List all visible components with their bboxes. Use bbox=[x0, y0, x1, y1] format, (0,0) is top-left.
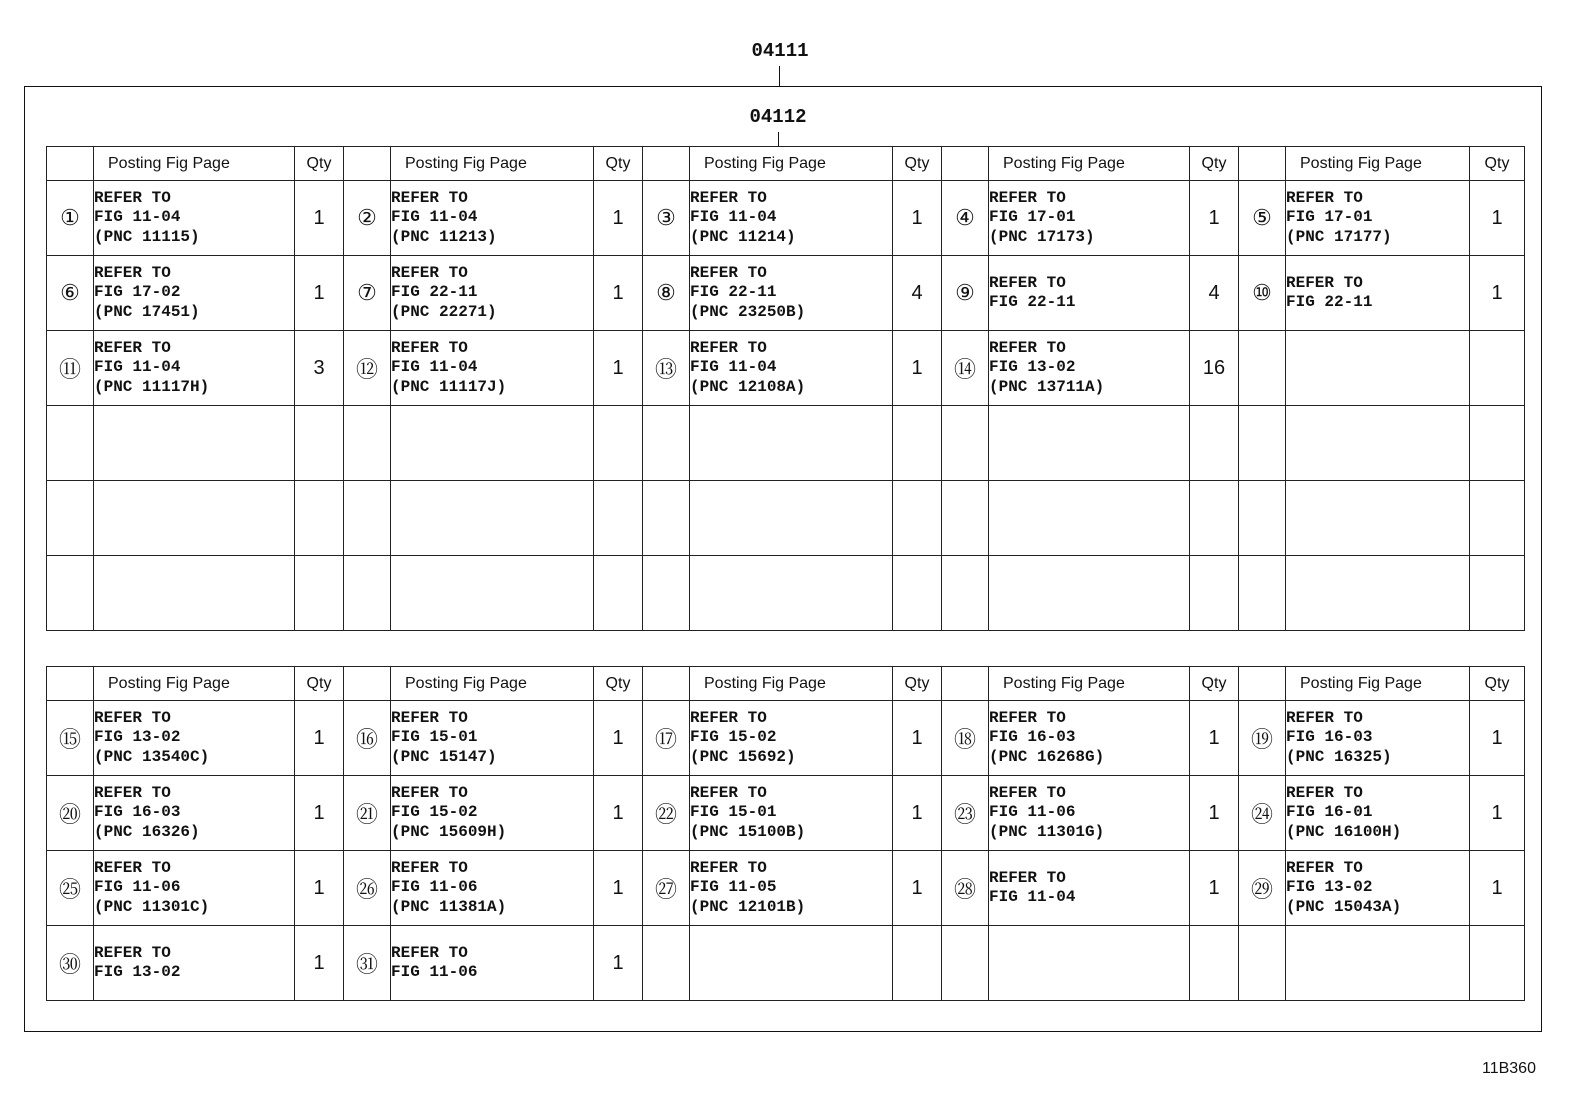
reference-line: REFER TO bbox=[391, 188, 468, 207]
reference-line: FIG 11-06 bbox=[391, 878, 478, 897]
header-qty: Qty bbox=[1470, 147, 1525, 181]
item-number: ⑩ bbox=[1239, 256, 1286, 331]
quantity bbox=[1190, 406, 1239, 481]
reference-line: (PNC 11117J) bbox=[391, 377, 507, 396]
item-number: ① bbox=[47, 181, 94, 256]
reference-line: REFER TO bbox=[94, 338, 171, 357]
table-row bbox=[47, 181, 1525, 256]
quantity bbox=[1470, 556, 1525, 631]
posting-fig-reference bbox=[94, 851, 295, 926]
reference-line: REFER TO bbox=[1286, 858, 1363, 877]
reference-line: (PNC 16326) bbox=[94, 822, 200, 841]
quantity: 4 bbox=[893, 256, 942, 331]
quantity: 1 bbox=[1470, 776, 1525, 851]
header-posting-fig-page: Posting Fig Page bbox=[94, 667, 295, 701]
posting-fig-reference bbox=[94, 776, 295, 851]
posting-fig-reference bbox=[690, 556, 893, 631]
reference-line: REFER TO bbox=[391, 858, 468, 877]
item-number bbox=[942, 481, 989, 556]
reference-line: REFER TO bbox=[989, 783, 1066, 802]
item-number bbox=[47, 481, 94, 556]
posting-fig-reference bbox=[94, 181, 295, 256]
item-number: ⑲ bbox=[1239, 701, 1286, 776]
reference-line: REFER TO bbox=[391, 943, 468, 962]
reference-line: FIG 11-04 bbox=[690, 358, 777, 377]
item-number bbox=[344, 406, 391, 481]
reference-line: REFER TO bbox=[989, 708, 1066, 727]
posting-fig-reference bbox=[391, 406, 594, 481]
item-number: ㉖ bbox=[344, 851, 391, 926]
header-number-cell bbox=[47, 667, 94, 701]
item-number: ② bbox=[344, 181, 391, 256]
reference-line: FIG 15-01 bbox=[391, 728, 478, 747]
quantity bbox=[594, 406, 643, 481]
posting-fig-reference bbox=[94, 256, 295, 331]
reference-line: REFER TO bbox=[989, 273, 1066, 292]
reference-line: FIG 16-03 bbox=[989, 728, 1076, 747]
header-qty: Qty bbox=[594, 667, 643, 701]
quantity: 1 bbox=[295, 256, 344, 331]
item-number bbox=[1239, 481, 1286, 556]
posting-fig-reference bbox=[690, 256, 893, 331]
posting-fig-reference bbox=[391, 851, 594, 926]
posting-fig-reference bbox=[1286, 406, 1470, 481]
reference-line: REFER TO bbox=[391, 263, 468, 282]
header-number-cell bbox=[942, 667, 989, 701]
header-posting-fig-page: Posting Fig Page bbox=[690, 147, 893, 181]
quantity: 1 bbox=[1470, 851, 1525, 926]
quantity: 1 bbox=[1190, 776, 1239, 851]
item-number bbox=[47, 406, 94, 481]
posting-fig-reference bbox=[94, 556, 295, 631]
quantity bbox=[594, 556, 643, 631]
quantity bbox=[1470, 406, 1525, 481]
item-number: ㉗ bbox=[643, 851, 690, 926]
reference-line: FIG 13-02 bbox=[94, 728, 181, 747]
parts-reference-table-top bbox=[46, 146, 1525, 631]
quantity bbox=[1470, 481, 1525, 556]
reference-line: (PNC 13540C) bbox=[94, 747, 210, 766]
quantity: 1 bbox=[594, 701, 643, 776]
reference-line: REFER TO bbox=[690, 263, 767, 282]
reference-line: FIG 22-11 bbox=[1286, 293, 1373, 311]
reference-line: (PNC 23250B) bbox=[690, 302, 806, 321]
item-number bbox=[643, 926, 690, 1001]
item-number: ⑫ bbox=[344, 331, 391, 406]
reference-line: FIG 13-02 bbox=[94, 963, 181, 981]
quantity bbox=[295, 556, 344, 631]
posting-fig-reference bbox=[94, 406, 295, 481]
reference-line: FIG 11-04 bbox=[391, 358, 478, 377]
posting-fig-reference bbox=[989, 851, 1190, 926]
header-qty: Qty bbox=[1470, 667, 1525, 701]
posting-fig-reference bbox=[1286, 851, 1470, 926]
reference-line: FIG 15-01 bbox=[690, 803, 777, 822]
posting-fig-reference bbox=[690, 406, 893, 481]
item-number: ㉔ bbox=[1239, 776, 1286, 851]
quantity bbox=[295, 481, 344, 556]
header-qty: Qty bbox=[893, 147, 942, 181]
item-number: ③ bbox=[643, 181, 690, 256]
item-number bbox=[344, 556, 391, 631]
reference-line: (PNC 16100H) bbox=[1286, 822, 1402, 841]
reference-line: FIG 22-11 bbox=[989, 293, 1076, 311]
reference-line: REFER TO bbox=[1286, 708, 1363, 727]
posting-fig-reference bbox=[690, 926, 893, 1001]
posting-fig-reference bbox=[1286, 481, 1470, 556]
reference-line: FIG 11-04 bbox=[989, 888, 1076, 906]
quantity: 1 bbox=[594, 181, 643, 256]
posting-fig-reference bbox=[391, 701, 594, 776]
reference-line: FIG 15-02 bbox=[690, 728, 777, 747]
reference-line: FIG 17-01 bbox=[989, 208, 1076, 227]
header-number-cell bbox=[1239, 667, 1286, 701]
posting-fig-reference bbox=[989, 556, 1190, 631]
reference-line: REFER TO bbox=[690, 708, 767, 727]
quantity: 1 bbox=[1190, 181, 1239, 256]
item-number: ⑭ bbox=[942, 331, 989, 406]
posting-fig-reference bbox=[989, 776, 1190, 851]
quantity: 16 bbox=[1190, 331, 1239, 406]
posting-fig-reference bbox=[690, 701, 893, 776]
reference-line: (PNC 11117H) bbox=[94, 377, 210, 396]
posting-fig-reference bbox=[989, 926, 1190, 1001]
quantity bbox=[295, 406, 344, 481]
header-posting-fig-page: Posting Fig Page bbox=[94, 147, 295, 181]
item-number: ⑪ bbox=[47, 331, 94, 406]
figure-id: 11B360 bbox=[1482, 1060, 1536, 1077]
posting-fig-reference bbox=[989, 701, 1190, 776]
item-number: ⑧ bbox=[643, 256, 690, 331]
reference-line: REFER TO bbox=[94, 858, 171, 877]
item-number: ⑱ bbox=[942, 701, 989, 776]
quantity: 1 bbox=[295, 181, 344, 256]
quantity: 1 bbox=[893, 776, 942, 851]
assembly-code-outer: 04111 bbox=[751, 40, 809, 62]
posting-fig-reference bbox=[94, 481, 295, 556]
posting-fig-reference bbox=[1286, 926, 1470, 1001]
reference-line: REFER TO bbox=[94, 188, 171, 207]
reference-line: FIG 16-01 bbox=[1286, 803, 1373, 822]
reference-line: (PNC 15692) bbox=[690, 747, 796, 766]
item-number: ㉕ bbox=[47, 851, 94, 926]
reference-line: (PNC 12101B) bbox=[690, 897, 806, 916]
item-number bbox=[942, 926, 989, 1001]
item-number: ④ bbox=[942, 181, 989, 256]
header-qty: Qty bbox=[295, 667, 344, 701]
table-row bbox=[47, 926, 1525, 1001]
item-number bbox=[942, 556, 989, 631]
quantity bbox=[893, 556, 942, 631]
reference-line: (PNC 11301C) bbox=[94, 897, 210, 916]
reference-line: REFER TO bbox=[391, 708, 468, 727]
item-number: ㉑ bbox=[344, 776, 391, 851]
item-number: ⑬ bbox=[643, 331, 690, 406]
reference-line: FIG 11-04 bbox=[391, 208, 478, 227]
table-row bbox=[47, 851, 1525, 926]
reference-line: (PNC 16268G) bbox=[989, 747, 1105, 766]
item-number: ㉓ bbox=[942, 776, 989, 851]
reference-line: (PNC 15609H) bbox=[391, 822, 507, 841]
reference-line: (PNC 13711A) bbox=[989, 377, 1105, 396]
header-posting-fig-page: Posting Fig Page bbox=[391, 667, 594, 701]
header-qty: Qty bbox=[893, 667, 942, 701]
quantity: 1 bbox=[1190, 701, 1239, 776]
item-number: ㉛ bbox=[344, 926, 391, 1001]
item-number: ⑯ bbox=[344, 701, 391, 776]
reference-line: (PNC 11115) bbox=[94, 227, 200, 246]
reference-line: FIG 13-02 bbox=[1286, 878, 1373, 897]
posting-fig-reference bbox=[94, 701, 295, 776]
reference-line: FIG 13-02 bbox=[989, 358, 1076, 377]
quantity: 1 bbox=[893, 701, 942, 776]
posting-fig-reference bbox=[690, 481, 893, 556]
item-number bbox=[942, 406, 989, 481]
reference-line: (PNC 17451) bbox=[94, 302, 200, 321]
posting-fig-reference bbox=[391, 556, 594, 631]
item-number: ⑰ bbox=[643, 701, 690, 776]
item-number: ㉒ bbox=[643, 776, 690, 851]
parts-reference-table-bottom bbox=[46, 666, 1525, 1001]
posting-fig-reference bbox=[391, 481, 594, 556]
posting-fig-reference bbox=[690, 331, 893, 406]
posting-fig-reference bbox=[1286, 556, 1470, 631]
posting-fig-reference bbox=[1286, 776, 1470, 851]
reference-line: FIG 11-06 bbox=[391, 963, 478, 981]
reference-line: FIG 16-03 bbox=[1286, 728, 1373, 747]
table-row bbox=[47, 556, 1525, 631]
header-posting-fig-page: Posting Fig Page bbox=[391, 147, 594, 181]
reference-line: FIG 11-04 bbox=[94, 208, 181, 227]
reference-line: REFER TO bbox=[1286, 188, 1363, 207]
reference-line: REFER TO bbox=[94, 263, 171, 282]
table-header-row bbox=[47, 147, 1525, 181]
header-posting-fig-page: Posting Fig Page bbox=[690, 667, 893, 701]
reference-line: REFER TO bbox=[989, 338, 1066, 357]
posting-fig-reference bbox=[989, 481, 1190, 556]
reference-line: FIG 22-11 bbox=[391, 283, 478, 302]
reference-line: FIG 11-06 bbox=[94, 878, 181, 897]
quantity: 1 bbox=[295, 926, 344, 1001]
reference-line: (PNC 11214) bbox=[690, 227, 796, 246]
quantity bbox=[893, 406, 942, 481]
posting-fig-reference bbox=[391, 776, 594, 851]
header-number-cell bbox=[344, 147, 391, 181]
item-number bbox=[1239, 406, 1286, 481]
reference-line: (PNC 15100B) bbox=[690, 822, 806, 841]
posting-fig-reference bbox=[690, 776, 893, 851]
item-number: ⑨ bbox=[942, 256, 989, 331]
posting-fig-reference bbox=[391, 926, 594, 1001]
quantity: 1 bbox=[594, 776, 643, 851]
posting-fig-reference bbox=[391, 256, 594, 331]
reference-line: FIG 11-04 bbox=[94, 358, 181, 377]
quantity bbox=[1190, 481, 1239, 556]
header-number-cell bbox=[942, 147, 989, 181]
item-number bbox=[1239, 926, 1286, 1001]
posting-fig-reference bbox=[1286, 331, 1470, 406]
reference-line: REFER TO bbox=[391, 338, 468, 357]
item-number: ⑤ bbox=[1239, 181, 1286, 256]
item-number bbox=[643, 556, 690, 631]
item-number: ㉚ bbox=[47, 926, 94, 1001]
table-row bbox=[47, 481, 1525, 556]
reference-line: REFER TO bbox=[690, 338, 767, 357]
table-header-row bbox=[47, 667, 1525, 701]
item-number bbox=[643, 406, 690, 481]
quantity: 4 bbox=[1190, 256, 1239, 331]
quantity: 1 bbox=[295, 776, 344, 851]
quantity bbox=[594, 481, 643, 556]
posting-fig-reference bbox=[989, 181, 1190, 256]
quantity: 1 bbox=[893, 331, 942, 406]
quantity bbox=[1190, 926, 1239, 1001]
reference-line: REFER TO bbox=[1286, 783, 1363, 802]
posting-fig-reference bbox=[1286, 701, 1470, 776]
reference-line: FIG 17-01 bbox=[1286, 208, 1373, 227]
reference-line: FIG 11-06 bbox=[989, 803, 1076, 822]
header-qty: Qty bbox=[594, 147, 643, 181]
reference-line: REFER TO bbox=[94, 943, 171, 962]
reference-line: REFER TO bbox=[391, 783, 468, 802]
quantity: 1 bbox=[594, 256, 643, 331]
item-number bbox=[47, 556, 94, 631]
reference-line: FIG 16-03 bbox=[94, 803, 181, 822]
header-number-cell bbox=[344, 667, 391, 701]
quantity: 3 bbox=[295, 331, 344, 406]
table-row bbox=[47, 701, 1525, 776]
quantity: 1 bbox=[594, 851, 643, 926]
reference-line: (PNC 17173) bbox=[989, 227, 1095, 246]
reference-line: FIG 17-02 bbox=[94, 283, 181, 302]
header-posting-fig-page: Posting Fig Page bbox=[989, 667, 1190, 701]
quantity: 1 bbox=[295, 701, 344, 776]
posting-fig-reference bbox=[391, 181, 594, 256]
posting-fig-reference bbox=[989, 331, 1190, 406]
header-number-cell bbox=[643, 667, 690, 701]
reference-line: REFER TO bbox=[94, 708, 171, 727]
item-number: ㉙ bbox=[1239, 851, 1286, 926]
quantity: 1 bbox=[1470, 701, 1525, 776]
reference-line: REFER TO bbox=[690, 858, 767, 877]
posting-fig-reference bbox=[989, 256, 1190, 331]
quantity: 1 bbox=[594, 331, 643, 406]
posting-fig-reference bbox=[989, 406, 1190, 481]
leader-line-inner bbox=[778, 132, 779, 146]
quantity: 1 bbox=[594, 926, 643, 1001]
table-row bbox=[47, 256, 1525, 331]
item-number bbox=[643, 481, 690, 556]
item-number: ⑳ bbox=[47, 776, 94, 851]
posting-fig-reference bbox=[94, 331, 295, 406]
item-number: ⑮ bbox=[47, 701, 94, 776]
reference-line: (PNC 15147) bbox=[391, 747, 497, 766]
posting-fig-reference bbox=[1286, 181, 1470, 256]
reference-line: (PNC 15043A) bbox=[1286, 897, 1402, 916]
header-number-cell bbox=[643, 147, 690, 181]
posting-fig-reference bbox=[690, 851, 893, 926]
reference-line: REFER TO bbox=[690, 783, 767, 802]
quantity bbox=[1470, 331, 1525, 406]
header-qty: Qty bbox=[1190, 147, 1239, 181]
header-qty: Qty bbox=[1190, 667, 1239, 701]
quantity: 1 bbox=[1470, 256, 1525, 331]
posting-fig-reference bbox=[391, 331, 594, 406]
quantity: 1 bbox=[893, 181, 942, 256]
header-posting-fig-page: Posting Fig Page bbox=[989, 147, 1190, 181]
assembly-code-inner: 04112 bbox=[749, 106, 807, 128]
table-row bbox=[47, 406, 1525, 481]
header-number-cell bbox=[1239, 147, 1286, 181]
reference-line: FIG 11-05 bbox=[690, 878, 777, 897]
quantity bbox=[1470, 926, 1525, 1001]
reference-line: (PNC 11301G) bbox=[989, 822, 1105, 841]
reference-line: REFER TO bbox=[989, 868, 1066, 887]
item-number: ⑥ bbox=[47, 256, 94, 331]
quantity: 1 bbox=[1470, 181, 1525, 256]
reference-line: (PNC 11381A) bbox=[391, 897, 507, 916]
item-number: ㉘ bbox=[942, 851, 989, 926]
reference-line: (PNC 22271) bbox=[391, 302, 497, 321]
item-number bbox=[1239, 556, 1286, 631]
quantity: 1 bbox=[295, 851, 344, 926]
posting-fig-reference bbox=[94, 926, 295, 1001]
header-qty: Qty bbox=[295, 147, 344, 181]
reference-line: FIG 22-11 bbox=[690, 283, 777, 302]
reference-line: FIG 11-04 bbox=[690, 208, 777, 227]
item-number: ⑦ bbox=[344, 256, 391, 331]
item-number bbox=[1239, 331, 1286, 406]
table-row bbox=[47, 331, 1525, 406]
header-posting-fig-page: Posting Fig Page bbox=[1286, 667, 1470, 701]
quantity: 1 bbox=[893, 851, 942, 926]
leader-line-outer bbox=[779, 66, 780, 87]
posting-fig-reference bbox=[1286, 256, 1470, 331]
reference-line: REFER TO bbox=[94, 783, 171, 802]
quantity: 1 bbox=[1190, 851, 1239, 926]
header-number-cell bbox=[47, 147, 94, 181]
reference-line: (PNC 12108A) bbox=[690, 377, 806, 396]
reference-line: (PNC 16325) bbox=[1286, 747, 1392, 766]
reference-line: (PNC 11213) bbox=[391, 227, 497, 246]
reference-line: FIG 15-02 bbox=[391, 803, 478, 822]
posting-fig-reference bbox=[690, 181, 893, 256]
quantity bbox=[893, 926, 942, 1001]
reference-line: (PNC 17177) bbox=[1286, 227, 1392, 246]
quantity bbox=[1190, 556, 1239, 631]
header-posting-fig-page: Posting Fig Page bbox=[1286, 147, 1470, 181]
reference-line: REFER TO bbox=[690, 188, 767, 207]
reference-line: REFER TO bbox=[1286, 273, 1363, 292]
item-number bbox=[344, 481, 391, 556]
table-row bbox=[47, 776, 1525, 851]
reference-line: REFER TO bbox=[989, 188, 1066, 207]
quantity bbox=[893, 481, 942, 556]
